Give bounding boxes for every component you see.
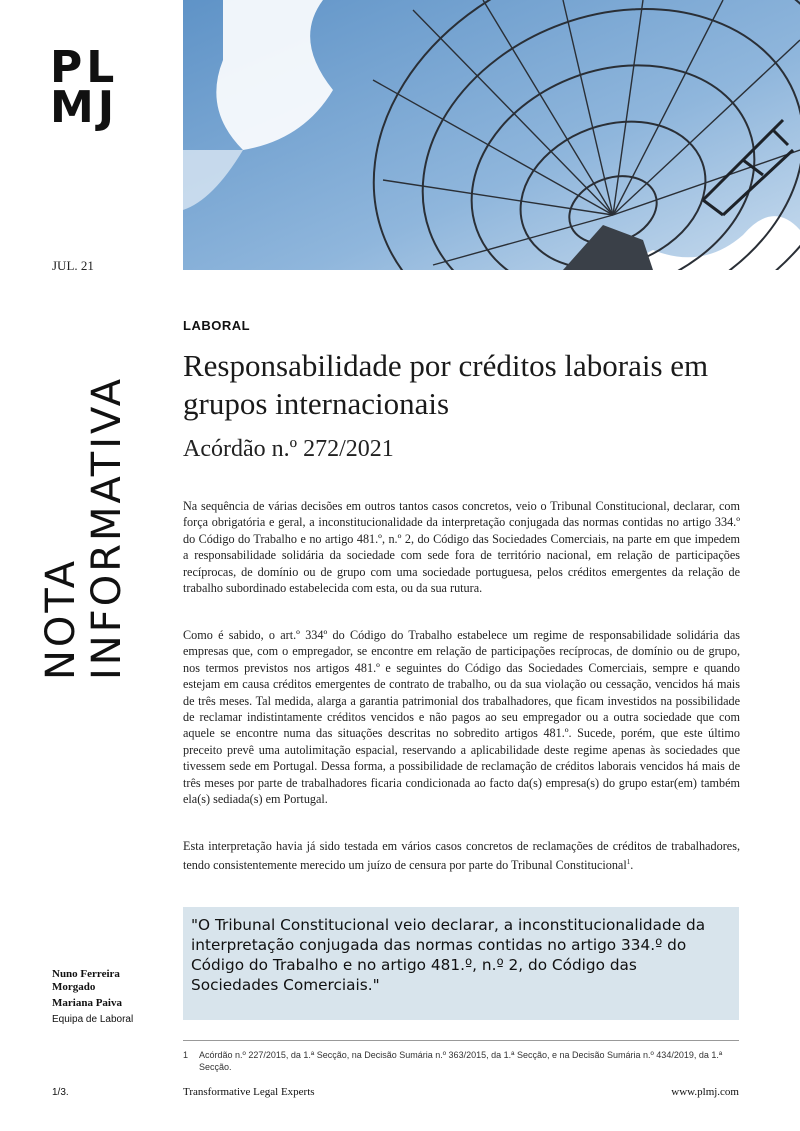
document-title: Responsabilidade por créditos laborais em grupos internacionais xyxy=(183,348,709,421)
vertical-title-line-2: INFORMATIVA xyxy=(84,375,130,680)
vertical-title xyxy=(38,280,148,680)
paragraph-2: Como é sabido, o art.º 334º do Código do Trabalho estabelece um regime de responsabilidade solidária das empresas que, com o empregador, se encontre em relação de participações recíprocas, de domínio ou de grupo, nos termos previstos nos artigos 481.º e seguintes do Código das Sociedades Comerciais, sempre e quando estejam em causa créditos emergentes de contrato de trabalho, ou da sua violação ou cessação, vencidos há mais de três meses. Tal medida, alarga a garantia patrimonial dos trabalhadores, que ficam investidos na possibilidade de reclamar indistintamente créditos vencidos e não pagos ao seu empregador ou a outra sociedade que com aquele se encontre numa das situações descritas no sobredito artigos 481.º. Sucede, porém, que este último preceito prevê uma autolimitação espacial, reservando a aplicabilidade deste regime apenas às sociedades que tivessem sede em Portugal. Dessa forma, a possibilidade de reclamação de créditos laborais vencidos há mais de três meses por parte de trabalhadores ficaria condicionada ao facto da(s) empresa(s) do grupo estar(em) também ela(s) sediada(s) em Portugal. xyxy=(183,628,740,807)
page-number: 1/3. xyxy=(52,1087,69,1098)
footer-tagline: Transformative Legal Experts xyxy=(183,1086,315,1098)
document-subtitle: Acórdão n.º 272/2021 xyxy=(183,436,394,462)
author-name: Nuno Ferreira Morgado xyxy=(52,968,120,993)
vertical-title-line-1: NOTA xyxy=(38,557,84,680)
paragraph-3-text: Esta interpretação havia já sido testada em vários casos concretos de reclamações de créditos de trabalhadores, tendo consistentemente merecido um juízo de censura por parte do Tribunal Constitucional xyxy=(183,839,740,873)
pull-quote: "O Tribunal Constitucional veio declarar, a inconstitucionalidade da interpretação conjugada das normas contidas no artigo 334.º do Código do Trabalho e no artigo 481.º, n.º 2, do Código das Sociedades Comerciais." xyxy=(183,907,739,1020)
plmj-logo: PL MJ xyxy=(50,42,119,133)
team-label: Equipa de Laboral xyxy=(52,1014,134,1025)
issue-date: JUL. 21 xyxy=(52,258,94,273)
paragraph-1: Na sequência de várias decisões em outros tantos casos concretos, veio o Tribunal Constitucional, declarar, com força obrigatória e geral, a inconstitucionalidade da interpretação conjugada das normas contidas no artigo 334.º do Código do Trabalho e no artigo 481.º, n.º 2, do Código das Sociedades Comerciais, na parte em que impedem a responsabilidade solidária da sociedade com sede fora de território nacional, em relação de participações recíprocas, de domínio ou de grupo com uma sociedade portuguesa, pelos créditos emergentes da relação de trabalho subordinado estabelecida com esta, ou da sua rutura. xyxy=(183,499,740,596)
authors-block xyxy=(52,968,162,1026)
satellite-dish-illustration xyxy=(183,0,800,270)
footnote-text: Acórdão n.º 227/2015, da 1.ª Secção, na Decisão Sumária n.º 363/2015, da 1.ª Secção, e na Decisão Sumária n.º 434/2019, da 1.ª Secção. xyxy=(199,1050,723,1072)
footnote-reference: 1 xyxy=(626,858,631,867)
hero-image xyxy=(183,0,800,270)
paragraph-3: Esta interpretação havia já sido testada em vários casos concretos de reclamações de créditos de trabalhadores, tendo consistentemente merecido um juízo de censura por parte do Tribunal Constitucional$^1$. xyxy=(183,839,740,873)
footnote-divider xyxy=(183,1040,739,1041)
footnote-number: 1 xyxy=(183,1050,189,1060)
footer-url[interactable]: www.plmj.com xyxy=(671,1086,739,1098)
section-label: LABORAL xyxy=(183,318,251,333)
author-name: Mariana Paiva xyxy=(52,997,122,1009)
